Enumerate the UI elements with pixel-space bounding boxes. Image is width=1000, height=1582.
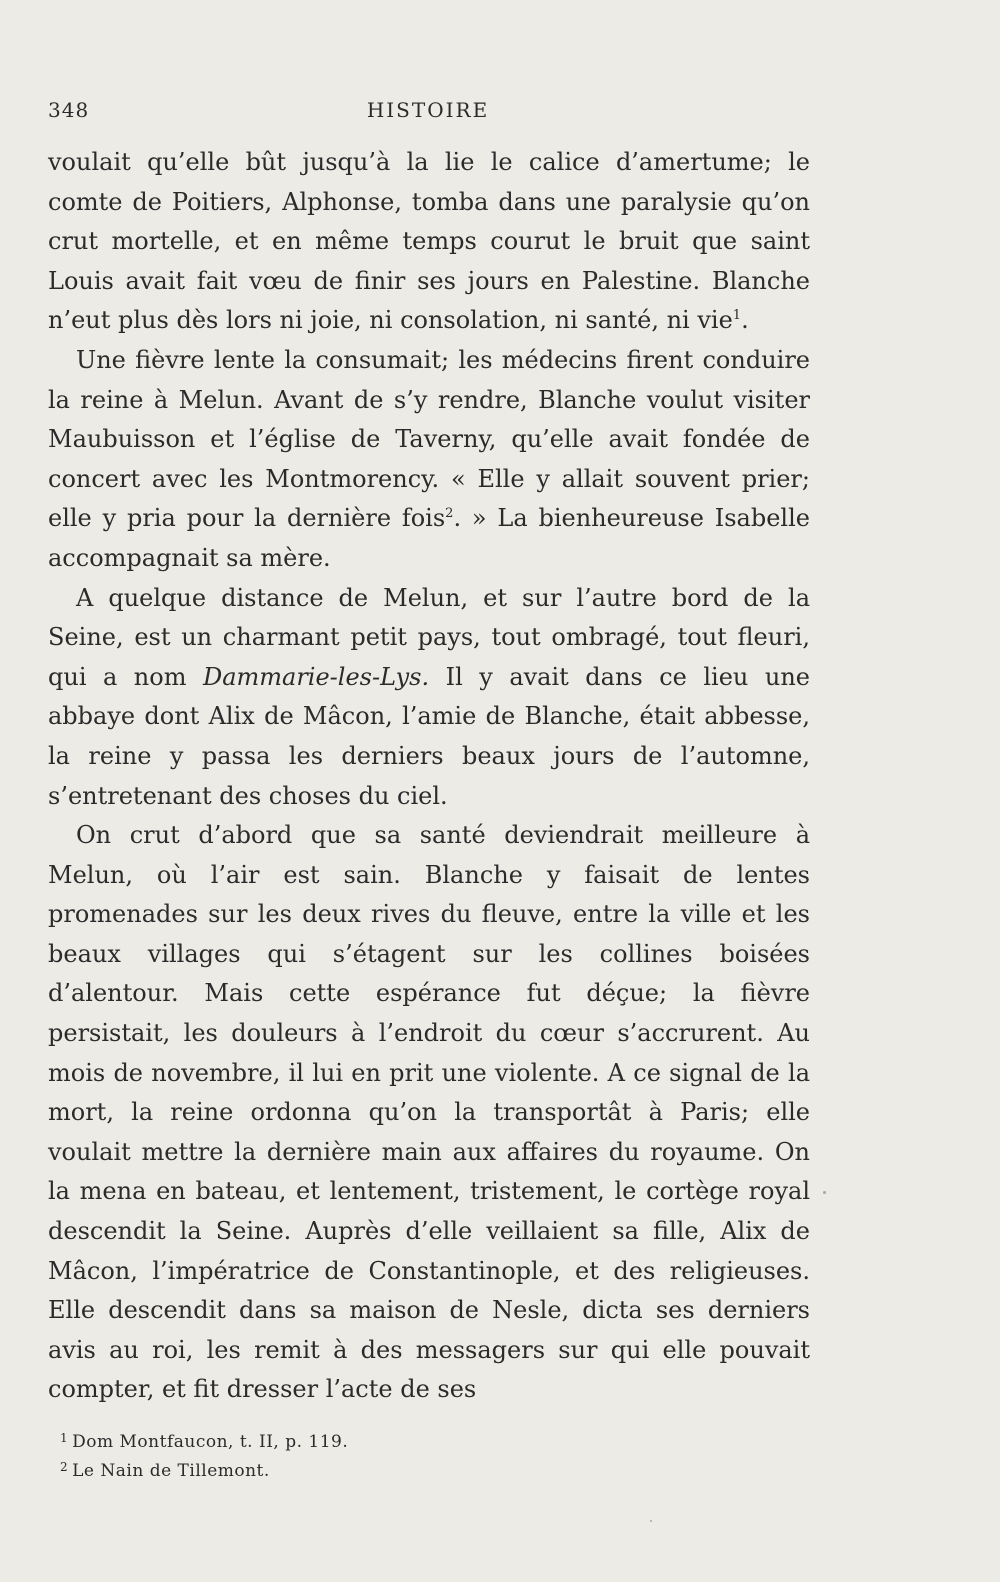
text-run: voulait qu’elle bût jusqu’à la lie le calice d’amertume; le comte de Poitiers, Alphonse, tomba dans une paralysie qu’on crut mortelle, et en même temps courut le bruit que saint Louis avait fait vœu de finir ses jours en Palestine. Blanche n’eut plus dès lors ni joie, ni consolation, ni santé, ni vie (48, 148, 810, 335)
page-header (48, 98, 808, 130)
footnotes (60, 1426, 800, 1484)
paragraph (48, 341, 810, 579)
footnote-text: Dom Montfaucon, t. II, p. 119. (72, 1432, 349, 1452)
paragraph (48, 579, 810, 817)
text-run: Il y avait dans ce lieu une abbaye dont Alix de Mâcon, l’amie de Blanche, était abbesse, la reine y passa les derniers beaux jours de l’automne, s’entretenant des choses du ciel. (48, 662, 810, 810)
paragraph (48, 816, 810, 1410)
text-run: A quelque distance de Melun, et sur l’autre bord de la Seine, est un charmant petit pays, tout ombragé, tout fleuri, qui a nom (48, 583, 810, 691)
text-run: . » La bienheureuse Isabelle accompagnait sa mère. (48, 504, 810, 572)
running-head: HISTOIRE (366, 98, 490, 122)
footnote-mark: 2 (60, 1460, 69, 1474)
text-run: Une fièvre lente la consumait; les médecins firent conduire la reine à Melun. Avant de s’y rendre, Blanche voulut visiter Maubuisson et l’église de Taverny, qu’elle avait fondée de concert avec les Montmorency. « Elle y allait souvent prier; elle y pria pour la dernière fois (48, 345, 810, 533)
footnote-reference: 1 (732, 308, 742, 324)
text-run: On crut d’abord que sa santé deviendrait meilleure à Melun, où l’air est sain. Blanche y faisait de lentes promenades sur les deux rives du fleuve, entre la ville et les beaux villages qui s’étagent sur les collines boisées d’alentour. Mais cette espérance fut déçue; la fièvre persistait, les douleurs à l’endroit du cœur s’accrurent. Au mois de novembre, il lui en prit une violente. A ce signal de la mort, la reine ordonna qu’on la transportât à Paris; elle voulait mettre la dernière main aux affaires du royaume. On la mena en bateau, et lentement, tristement, le cortège royal descendit la Seine. Auprès d’elle veillaient sa fille, Alix de Mâcon, l’impératrice de Constantinople, et des religieuses. Elle descendit dans sa maison de Nesle, dicta ses derniers avis au roi, les remit à des messagers sur qui elle pouvait compter, et fit dresser l’acte de ses (48, 821, 810, 1404)
body-text (48, 143, 810, 1410)
footnote-text: Le Nain de Tillemont. (72, 1461, 270, 1481)
scan-speck (650, 1520, 652, 1522)
italic-place-name: Dammarie-les-Lys. (202, 662, 430, 691)
scan-speck (823, 1191, 826, 1194)
footnote (60, 1426, 800, 1455)
text-run: . (741, 306, 749, 335)
footnote-reference: 2 (445, 506, 454, 522)
footnote-mark: 1 (60, 1431, 69, 1445)
footnote (60, 1455, 800, 1484)
paragraph (48, 143, 810, 341)
page-number: 348 (48, 98, 90, 122)
